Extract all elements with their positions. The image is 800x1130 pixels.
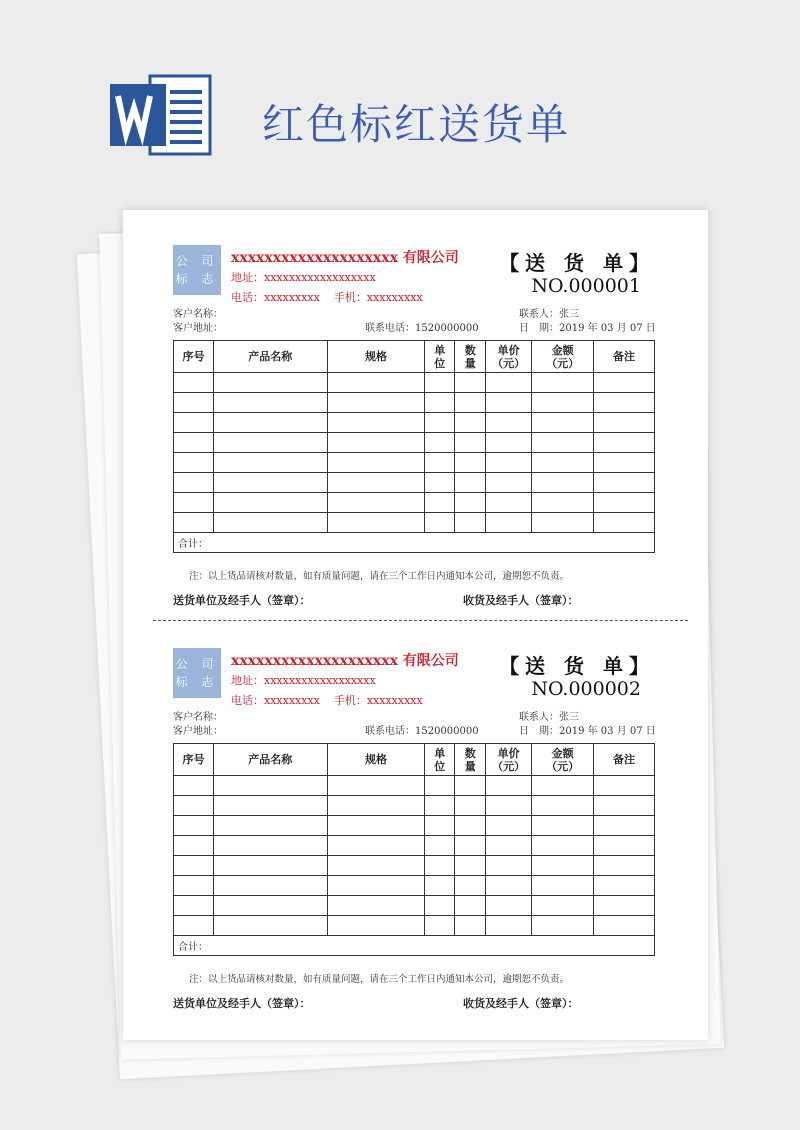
customer-address-label: 客户地址： <box>173 323 223 334</box>
company-address: 地址：xxxxxxxxxxxxxxxxxx <box>231 271 376 284</box>
table-row <box>174 493 655 513</box>
col-header-remark: 备注 <box>594 341 655 373</box>
sender-signature-label: 送货单位及经手人（签章）： <box>173 594 311 607</box>
table-row <box>174 856 655 876</box>
logo-text-line2: 标 志 <box>175 272 219 286</box>
company-contact <box>231 289 423 305</box>
table-body <box>174 776 655 956</box>
col-header-amount: 金额 （元） <box>532 744 594 776</box>
contact-phone: 联系电话：1520000000 <box>365 726 479 737</box>
cut-line-divider <box>153 620 688 621</box>
company-contact <box>231 692 423 708</box>
total-label: 合计： <box>174 936 655 956</box>
word-icon <box>110 72 214 158</box>
page-header <box>0 0 800 200</box>
company-phone: 电话：xxxxxxxxx <box>231 291 320 304</box>
table-row <box>174 373 655 393</box>
table-row <box>174 896 655 916</box>
receiver-signature-label: 收货及经手人（签章）： <box>463 997 579 1010</box>
contact-person: 联系人：张三 <box>519 309 579 320</box>
doc-number: NO.000001 <box>531 275 641 297</box>
logo-text-line2: 标 志 <box>175 675 219 689</box>
table-row <box>174 776 655 796</box>
col-header-index: 序号 <box>174 744 214 776</box>
col-header-price: 单价 （元） <box>486 744 532 776</box>
doc-title: 【送 货 单】 <box>499 251 655 275</box>
table-row <box>174 453 655 473</box>
col-header-qty: 数 量 <box>455 744 486 776</box>
receiver-signature-label: 收货及经手人（签章）： <box>463 594 579 607</box>
company-logo-placeholder <box>173 648 221 698</box>
col-header-index: 序号 <box>174 341 214 373</box>
table-row <box>174 513 655 533</box>
company-name: xxxxxxxxxxxxxxxxxxxx 有限公司 <box>231 250 459 266</box>
doc-number: NO.000002 <box>531 678 641 700</box>
table-row <box>174 433 655 453</box>
document-page <box>123 210 708 1040</box>
company-name: xxxxxxxxxxxxxxxxxxxx 有限公司 <box>231 653 459 669</box>
total-row <box>174 533 655 553</box>
delivery-date: 日 期：2019 年 03 月 07 日 <box>519 726 656 737</box>
col-header-unit: 单 位 <box>425 341 455 373</box>
delivery-date: 日 期：2019 年 03 月 07 日 <box>519 323 656 334</box>
table-row <box>174 413 655 433</box>
table-row <box>174 836 655 856</box>
contact-person: 联系人：张三 <box>519 712 579 723</box>
company-address: 地址：xxxxxxxxxxxxxxxxxx <box>231 674 376 687</box>
table-row <box>174 916 655 936</box>
doc-title: 【送 货 单】 <box>499 654 655 678</box>
table-row <box>174 876 655 896</box>
items-table <box>173 340 655 553</box>
table-row <box>174 393 655 413</box>
page-title: 红色标红送货单 <box>262 100 571 149</box>
company-phone: 电话：xxxxxxxxx <box>231 694 320 707</box>
col-header-product: 产品名称 <box>213 744 327 776</box>
col-header-unit: 单 位 <box>425 744 455 776</box>
col-header-remark: 备注 <box>594 744 655 776</box>
col-header-qty: 数 量 <box>455 341 486 373</box>
table-header-row <box>174 744 655 776</box>
col-header-spec: 规格 <box>327 341 425 373</box>
contact-phone: 联系电话：1520000000 <box>365 323 479 334</box>
company-mobile: 手机：xxxxxxxxx <box>333 694 423 707</box>
table-header-row <box>174 341 655 373</box>
total-row <box>174 936 655 956</box>
logo-text-line1: 公 司 <box>175 657 219 671</box>
customer-address-label: 客户地址： <box>173 726 223 737</box>
footnote: 注：以上货品请核对数量，如有质量问题，请在三个工作日内通知本公司，逾期恕不负责。 <box>189 974 570 985</box>
table-row <box>174 816 655 836</box>
col-header-price: 单价 （元） <box>486 341 532 373</box>
footnote: 注：以上货品请核对数量，如有质量问题，请在三个工作日内通知本公司，逾期恕不负责。 <box>189 571 570 582</box>
col-header-spec: 规格 <box>327 744 425 776</box>
table-row <box>174 473 655 493</box>
sender-signature-label: 送货单位及经手人（签章）： <box>173 997 311 1010</box>
table-body <box>174 373 655 553</box>
table-row <box>174 796 655 816</box>
items-table <box>173 743 655 956</box>
total-label: 合计： <box>174 533 655 553</box>
col-header-product: 产品名称 <box>213 341 327 373</box>
customer-name-label: 客户名称： <box>173 309 223 320</box>
company-logo-placeholder <box>173 245 221 295</box>
customer-name-label: 客户名称： <box>173 712 223 723</box>
col-header-amount: 金额 （元） <box>532 341 594 373</box>
company-mobile: 手机：xxxxxxxxx <box>333 291 423 304</box>
logo-text-line1: 公 司 <box>175 254 219 268</box>
